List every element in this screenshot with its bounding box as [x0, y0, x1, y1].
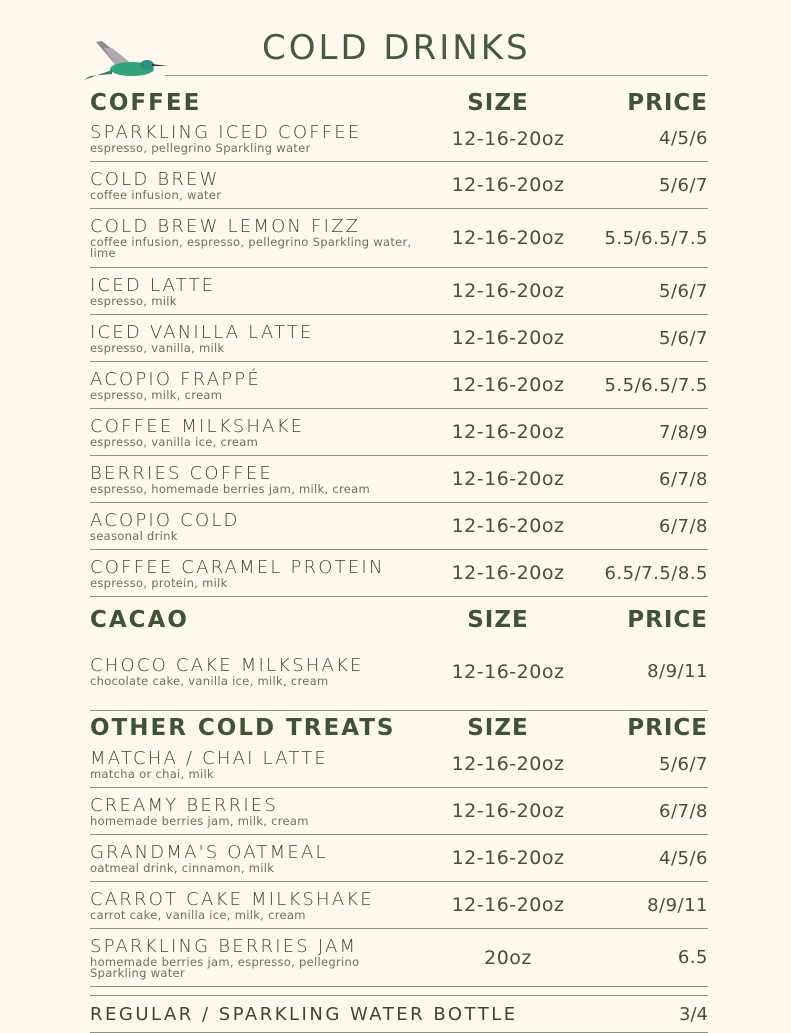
item-info [90, 170, 438, 201]
item-info [90, 656, 438, 687]
menu-item [90, 315, 708, 362]
item-price: 6/7/8 [659, 515, 708, 537]
item-info [90, 370, 438, 401]
item-size: 12-16-20oz [451, 468, 565, 490]
item-name: CHOCO CAKE MILKSHAKE [90, 655, 364, 676]
price-column-header: PRICE [627, 607, 708, 633]
item-description: homemade berries jam, milk, cream [90, 813, 309, 828]
item-info [90, 937, 438, 979]
item-info [90, 749, 438, 780]
item-price: 8/9/11 [647, 661, 708, 682]
item-size: 12-16-20oz [451, 374, 565, 396]
section-header [90, 603, 708, 633]
item-price: 7/8/9 [659, 421, 708, 443]
menu-item [90, 456, 708, 503]
water-bottle-row [90, 995, 708, 1033]
section-header [90, 711, 708, 741]
item-info [90, 276, 438, 307]
item-name: CARROT CAKE MILKSHAKE [90, 888, 374, 910]
item-size: 12-16-20oz [451, 847, 565, 869]
item-description: oatmeal drink, cinnamon, milk [90, 860, 275, 875]
menu-item [90, 633, 708, 711]
item-info [90, 890, 438, 921]
item-description: chocolate cake, vanilla ice, milk, cream [90, 674, 329, 688]
item-name: BERRIES COFFEE [90, 462, 273, 484]
item-name: ACOPIO FRAPPÉ [90, 368, 261, 390]
section-title: CACAO [90, 607, 189, 633]
item-info [90, 558, 438, 589]
item-price: 5/6/7 [659, 174, 708, 196]
item-info [90, 217, 438, 259]
price-column-header: PRICE [627, 715, 708, 741]
item-size: 12-16-20oz [451, 280, 565, 302]
size-column-header: SIZE [467, 715, 529, 741]
menu-item [90, 268, 708, 315]
item-size: 12-16-20oz [451, 127, 565, 150]
menu-item [90, 788, 708, 835]
menu-item [90, 835, 708, 882]
item-name: REGULAR / SPARKLING WATER BOTTLE [90, 1003, 518, 1025]
item-description: carrot cake, vanilla ice, milk, cream [90, 907, 306, 922]
item-size: 12-16-20oz [451, 800, 565, 822]
item-description: homemade berries jam, espresso, pellegrino Sparkling water [90, 954, 360, 980]
item-price: 6/7/8 [659, 468, 708, 490]
item-description: espresso, pellegrino Sparkling water [90, 141, 311, 155]
item-name: ICED LATTE [90, 274, 216, 296]
item-size: 12-16-20oz [451, 660, 565, 683]
item-price: 5/6/7 [659, 327, 708, 349]
menu-item [90, 362, 708, 409]
item-price: 4/5/6 [659, 847, 708, 869]
size-column-header: SIZE [467, 90, 529, 116]
item-description: seasonal drink [90, 528, 178, 543]
item-price: 6.5/7.5/8.5 [604, 562, 708, 584]
item-info [90, 511, 438, 542]
menu-item [90, 209, 708, 268]
item-name: MATCHA / CHAI LATTE [90, 747, 328, 769]
item-description: espresso, vanilla ice, cream [90, 434, 259, 449]
menu-item [90, 741, 708, 788]
item-info [90, 417, 438, 448]
price-column-header: PRICE [627, 90, 708, 116]
page-title: COLD DRINKS [262, 28, 531, 68]
item-size: 12-16-20oz [451, 515, 565, 537]
item-info [90, 843, 438, 874]
item-size: 12-16-20oz [451, 174, 565, 196]
item-description: espresso, vanilla, milk [90, 340, 225, 355]
item-size: 20oz [484, 946, 532, 969]
size-column-header: SIZE [467, 607, 529, 633]
item-description: coffee infusion, espresso, pellegrino Sparkling water, lime [90, 235, 412, 260]
item-price: 5/6/7 [659, 753, 708, 775]
menu-item [90, 550, 708, 597]
menu-item [90, 162, 708, 209]
menu-item [90, 882, 708, 929]
section-title: OTHER COLD TREATS [90, 715, 396, 741]
item-size: 12-16-20oz [451, 327, 565, 349]
item-name: GRANDMA'S OATMEAL [90, 841, 328, 863]
item-name: ACOPIO COLD [90, 509, 240, 531]
item-price: 5.5/6.5/7.5 [604, 374, 708, 396]
item-description: espresso, milk [90, 293, 177, 308]
section-title: COFFEE [90, 90, 202, 116]
item-description: espresso, homemade berries jam, milk, cream [90, 481, 371, 496]
item-size: 12-16-20oz [451, 753, 565, 775]
menu-item [90, 503, 708, 550]
item-size: 12-16-20oz [451, 562, 565, 584]
item-description: espresso, milk, cream [90, 387, 223, 402]
item-name: ICED VANILLA LATTE [90, 321, 314, 343]
item-name: SPARKLING BERRIES JAM [90, 935, 358, 957]
item-name: SPARKLING ICED COFFEE [90, 122, 362, 143]
item-size: 12-16-20oz [451, 227, 565, 249]
item-price: 6/7/8 [659, 800, 708, 822]
item-price: 3/4 [679, 1003, 708, 1025]
item-description: matcha or chai, milk [90, 766, 214, 781]
item-price: 6.5 [677, 947, 708, 968]
menu-item [90, 116, 708, 162]
item-name: COLD BREW LEMON FIZZ [90, 216, 361, 237]
item-size: 12-16-20oz [451, 421, 565, 443]
item-info [90, 796, 438, 827]
item-description: coffee infusion, water [90, 187, 222, 202]
item-size: 12-16-20oz [451, 894, 565, 916]
item-info [90, 464, 438, 495]
item-price: 8/9/11 [647, 894, 708, 916]
hummingbird-icon [82, 36, 172, 84]
item-price: 5/6/7 [659, 280, 708, 302]
menu-body [90, 86, 708, 1033]
item-name: COFFEE CARAMEL PROTEIN [90, 556, 385, 578]
item-info [90, 123, 438, 154]
item-price: 4/5/6 [659, 128, 708, 149]
section-header [90, 86, 708, 116]
item-name: CREAMY BERRIES [90, 794, 279, 816]
menu-item [90, 929, 708, 987]
item-info [90, 323, 438, 354]
item-name: COLD BREW [90, 168, 220, 190]
item-price: 5.5/6.5/7.5 [604, 227, 708, 249]
item-name: COFFEE MILKSHAKE [90, 415, 305, 437]
menu-item [90, 409, 708, 456]
title-divider [165, 75, 708, 76]
item-description: espresso, protein, milk [90, 575, 228, 590]
